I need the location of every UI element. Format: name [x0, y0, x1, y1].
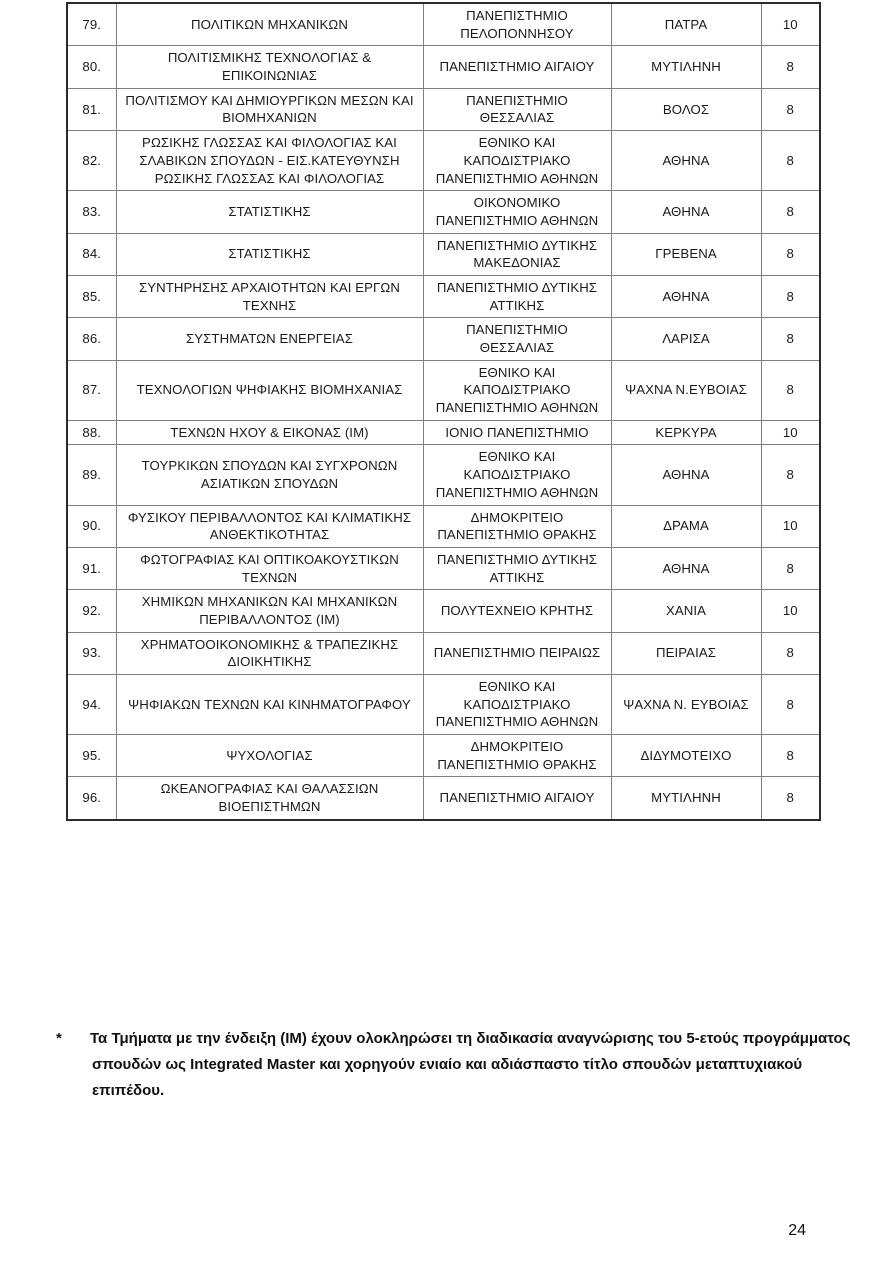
- departments-table-container: [66, 2, 819, 821]
- institution-name: ΠΑΝΕΠΙΣΤΗΜΙΟ ΔΥΤΙΚΗΣ ΑΤΤΙΚΗΣ: [423, 275, 611, 317]
- footnote-text: Τα Τμήματα με την ένδειξη (ΙΜ) έχουν ολοκληρώσει τη διαδικασία αναγνώρισης του 5-ετούς προγράμματος σπουδών ως Integrated Master και χορηγούν ενιαίο και αδιάσπαστο τίτλο σπουδών μεταπτυχιακού επιπέδου.: [90, 1030, 851, 1099]
- table-row: [67, 547, 820, 589]
- semesters-count: 8: [761, 632, 820, 674]
- city-name: ΠΕΙΡΑΙΑΣ: [611, 632, 761, 674]
- institution-name: ΕΘΝΙΚΟ ΚΑΙ ΚΑΠΟΔΙΣΤΡΙΑΚΟ ΠΑΝΕΠΙΣΤΗΜΙΟ ΑΘΗΝΩΝ: [423, 360, 611, 420]
- semesters-count: 8: [761, 547, 820, 589]
- table-row: [67, 191, 820, 233]
- semesters-count: 8: [761, 445, 820, 505]
- city-name: ΒΟΛΟΣ: [611, 88, 761, 130]
- row-number: 93.: [67, 632, 116, 674]
- institution-name: ΔΗΜΟΚΡΙΤΕΙΟ ΠΑΝΕΠΙΣΤΗΜΙΟ ΘΡΑΚΗΣ: [423, 505, 611, 547]
- footnote-marker: *: [56, 1030, 62, 1047]
- table-row: [67, 777, 820, 820]
- city-name: ΔΡΑΜΑ: [611, 505, 761, 547]
- department-name: ΤΕΧΝΟΛΟΓΙΩΝ ΨΗΦΙΑΚΗΣ ΒΙΟΜΗΧΑΝΙΑΣ: [116, 360, 423, 420]
- institution-name: ΕΘΝΙΚΟ ΚΑΙ ΚΑΠΟΔΙΣΤΡΙΑΚΟ ΠΑΝΕΠΙΣΤΗΜΙΟ ΑΘΗΝΩΝ: [423, 675, 611, 735]
- institution-name: ΠΑΝΕΠΙΣΤΗΜΙΟ ΠΕΛΟΠΟΝΝΗΣΟΥ: [423, 3, 611, 46]
- department-name: ΠΟΛΙΤΙΣΜΙΚΗΣ ΤΕΧΝΟΛΟΓΙΑΣ & ΕΠΙΚΟΙΝΩΝΙΑΣ: [116, 46, 423, 88]
- table-row: [67, 46, 820, 88]
- semesters-count: 10: [761, 590, 820, 632]
- city-name: ΨΑΧΝΑ Ν.ΕΥΒΟΙΑΣ: [611, 360, 761, 420]
- institution-name: ΙΟΝΙΟ ΠΑΝΕΠΙΣΤΗΜΙΟ: [423, 420, 611, 445]
- semesters-count: 8: [761, 46, 820, 88]
- institution-name: ΠΑΝΕΠΙΣΤΗΜΙΟ ΑΙΓΑΙΟΥ: [423, 46, 611, 88]
- department-name: ΧΗΜΙΚΩΝ ΜΗΧΑΝΙΚΩΝ ΚΑΙ ΜΗΧΑΝΙΚΩΝ ΠΕΡΙΒΑΛΛΟΝΤΟΣ (ΙΜ): [116, 590, 423, 632]
- table-row: [67, 445, 820, 505]
- departments-table: [66, 2, 821, 821]
- city-name: ΑΘΗΝΑ: [611, 191, 761, 233]
- institution-name: ΠΑΝΕΠΙΣΤΗΜΙΟ ΘΕΣΣΑΛΙΑΣ: [423, 318, 611, 360]
- table-row: [67, 233, 820, 275]
- department-name: ΧΡΗΜΑΤΟΟΙΚΟΝΟΜΙΚΗΣ & ΤΡΑΠΕΖΙΚΗΣ ΔΙΟΙΚΗΤΙΚΗΣ: [116, 632, 423, 674]
- row-number: 80.: [67, 46, 116, 88]
- semesters-count: 8: [761, 360, 820, 420]
- semesters-count: 8: [761, 131, 820, 191]
- institution-name: ΠΑΝΕΠΙΣΤΗΜΙΟ ΠΕΙΡΑΙΩΣ: [423, 632, 611, 674]
- city-name: ΨΑΧΝΑ Ν. ΕΥΒΟΙΑΣ: [611, 675, 761, 735]
- city-name: ΓΡΕΒΕΝΑ: [611, 233, 761, 275]
- department-name: ΤΕΧΝΩΝ ΗΧΟΥ & ΕΙΚΟΝΑΣ (ΙΜ): [116, 420, 423, 445]
- row-number: 92.: [67, 590, 116, 632]
- row-number: 88.: [67, 420, 116, 445]
- semesters-count: 8: [761, 88, 820, 130]
- department-name: ΩΚΕΑΝΟΓΡΑΦΙΑΣ ΚΑΙ ΘΑΛΑΣΣΙΩΝ ΒΙΟΕΠΙΣΤΗΜΩΝ: [116, 777, 423, 820]
- table-row: [67, 735, 820, 777]
- city-name: ΚΕΡΚΥΡΑ: [611, 420, 761, 445]
- semesters-count: 8: [761, 777, 820, 820]
- table-row: [67, 88, 820, 130]
- department-name: ΣΤΑΤΙΣΤΙΚΗΣ: [116, 233, 423, 275]
- row-number: 83.: [67, 191, 116, 233]
- city-name: ΔΙΔΥΜΟΤΕΙΧΟ: [611, 735, 761, 777]
- semesters-count: 8: [761, 275, 820, 317]
- city-name: ΑΘΗΝΑ: [611, 547, 761, 589]
- table-row: [67, 360, 820, 420]
- footnote: [56, 1026, 864, 1103]
- row-number: 95.: [67, 735, 116, 777]
- city-name: ΧΑΝΙΑ: [611, 590, 761, 632]
- institution-name: ΟΙΚΟΝΟΜΙΚΟ ΠΑΝΕΠΙΣΤΗΜΙΟ ΑΘΗΝΩΝ: [423, 191, 611, 233]
- semesters-count: 8: [761, 318, 820, 360]
- page-number: 24: [788, 1222, 806, 1239]
- semesters-count: 8: [761, 675, 820, 735]
- table-row: [67, 632, 820, 674]
- city-name: ΜΥΤΙΛΗΝΗ: [611, 777, 761, 820]
- department-name: ΠΟΛΙΤΙΚΩΝ ΜΗΧΑΝΙΚΩΝ: [116, 3, 423, 46]
- row-number: 96.: [67, 777, 116, 820]
- institution-name: ΠΑΝΕΠΙΣΤΗΜΙΟ ΑΙΓΑΙΟΥ: [423, 777, 611, 820]
- institution-name: ΕΘΝΙΚΟ ΚΑΙ ΚΑΠΟΔΙΣΤΡΙΑΚΟ ΠΑΝΕΠΙΣΤΗΜΙΟ ΑΘΗΝΩΝ: [423, 445, 611, 505]
- department-name: ΦΩΤΟΓΡΑΦΙΑΣ ΚΑΙ ΟΠΤΙΚΟΑΚΟΥΣΤΙΚΩΝ ΤΕΧΝΩΝ: [116, 547, 423, 589]
- department-name: ΠΟΛΙΤΙΣΜΟΥ ΚΑΙ ΔΗΜΙΟΥΡΓΙΚΩΝ ΜΕΣΩΝ ΚΑΙ ΒΙΟΜΗΧΑΝΙΩΝ: [116, 88, 423, 130]
- department-name: ΦΥΣΙΚΟΥ ΠΕΡΙΒΑΛΛΟΝΤΟΣ ΚΑΙ ΚΛΙΜΑΤΙΚΗΣ ΑΝΘΕΚΤΙΚΟΤΗΤΑΣ: [116, 505, 423, 547]
- table-row: [67, 131, 820, 191]
- institution-name: ΕΘΝΙΚΟ ΚΑΙ ΚΑΠΟΔΙΣΤΡΙΑΚΟ ΠΑΝΕΠΙΣΤΗΜΙΟ ΑΘΗΝΩΝ: [423, 131, 611, 191]
- city-name: ΑΘΗΝΑ: [611, 445, 761, 505]
- semesters-count: 10: [761, 3, 820, 46]
- row-number: 85.: [67, 275, 116, 317]
- table-row: [67, 420, 820, 445]
- row-number: 86.: [67, 318, 116, 360]
- department-name: ΣΥΣΤΗΜΑΤΩΝ ΕΝΕΡΓΕΙΑΣ: [116, 318, 423, 360]
- city-name: ΠΑΤΡΑ: [611, 3, 761, 46]
- row-number: 87.: [67, 360, 116, 420]
- table-row: [67, 318, 820, 360]
- row-number: 94.: [67, 675, 116, 735]
- department-name: ΨΗΦΙΑΚΩΝ ΤΕΧΝΩΝ ΚΑΙ ΚΙΝΗΜΑΤΟΓΡΑΦΟΥ: [116, 675, 423, 735]
- city-name: ΑΘΗΝΑ: [611, 131, 761, 191]
- institution-name: ΠΟΛΥΤΕΧΝΕΙΟ ΚΡΗΤΗΣ: [423, 590, 611, 632]
- row-number: 91.: [67, 547, 116, 589]
- table-row: [67, 3, 820, 46]
- institution-name: ΠΑΝΕΠΙΣΤΗΜΙΟ ΘΕΣΣΑΛΙΑΣ: [423, 88, 611, 130]
- department-name: ΡΩΣΙΚΗΣ ΓΛΩΣΣΑΣ ΚΑΙ ΦΙΛΟΛΟΓΙΑΣ ΚΑΙ ΣΛΑΒΙΚΩΝ ΣΠΟΥΔΩΝ - ΕΙΣ.ΚΑΤΕΥΘΥΝΣΗ ΡΩΣΙΚΗΣ ΓΛΩΣΣΑΣ ΚΑΙ ΦΙΛΟΛΟΓΙΑΣ: [116, 131, 423, 191]
- department-name: ΣΤΑΤΙΣΤΙΚΗΣ: [116, 191, 423, 233]
- institution-name: ΠΑΝΕΠΙΣΤΗΜΙΟ ΔΥΤΙΚΗΣ ΜΑΚΕΔΟΝΙΑΣ: [423, 233, 611, 275]
- row-number: 82.: [67, 131, 116, 191]
- city-name: ΑΘΗΝΑ: [611, 275, 761, 317]
- semesters-count: 10: [761, 505, 820, 547]
- institution-name: ΔΗΜΟΚΡΙΤΕΙΟ ΠΑΝΕΠΙΣΤΗΜΙΟ ΘΡΑΚΗΣ: [423, 735, 611, 777]
- semesters-count: 10: [761, 420, 820, 445]
- row-number: 81.: [67, 88, 116, 130]
- row-number: 84.: [67, 233, 116, 275]
- department-name: ΨΥΧΟΛΟΓΙΑΣ: [116, 735, 423, 777]
- institution-name: ΠΑΝΕΠΙΣΤΗΜΙΟ ΔΥΤΙΚΗΣ ΑΤΤΙΚΗΣ: [423, 547, 611, 589]
- semesters-count: 8: [761, 191, 820, 233]
- city-name: ΛΑΡΙΣΑ: [611, 318, 761, 360]
- row-number: 90.: [67, 505, 116, 547]
- table-row: [67, 275, 820, 317]
- semesters-count: 8: [761, 735, 820, 777]
- semesters-count: 8: [761, 233, 820, 275]
- table-row: [67, 505, 820, 547]
- department-name: ΤΟΥΡΚΙΚΩΝ ΣΠΟΥΔΩΝ ΚΑΙ ΣΥΓΧΡΟΝΩΝ ΑΣΙΑΤΙΚΩΝ ΣΠΟΥΔΩΝ: [116, 445, 423, 505]
- row-number: 89.: [67, 445, 116, 505]
- departments-table-body: [67, 3, 820, 820]
- department-name: ΣΥΝΤΗΡΗΣΗΣ ΑΡΧΑΙΟΤΗΤΩΝ ΚΑΙ ΕΡΓΩΝ ΤΕΧΝΗΣ: [116, 275, 423, 317]
- table-row: [67, 675, 820, 735]
- table-row: [67, 590, 820, 632]
- row-number: 79.: [67, 3, 116, 46]
- city-name: ΜΥΤΙΛΗΝΗ: [611, 46, 761, 88]
